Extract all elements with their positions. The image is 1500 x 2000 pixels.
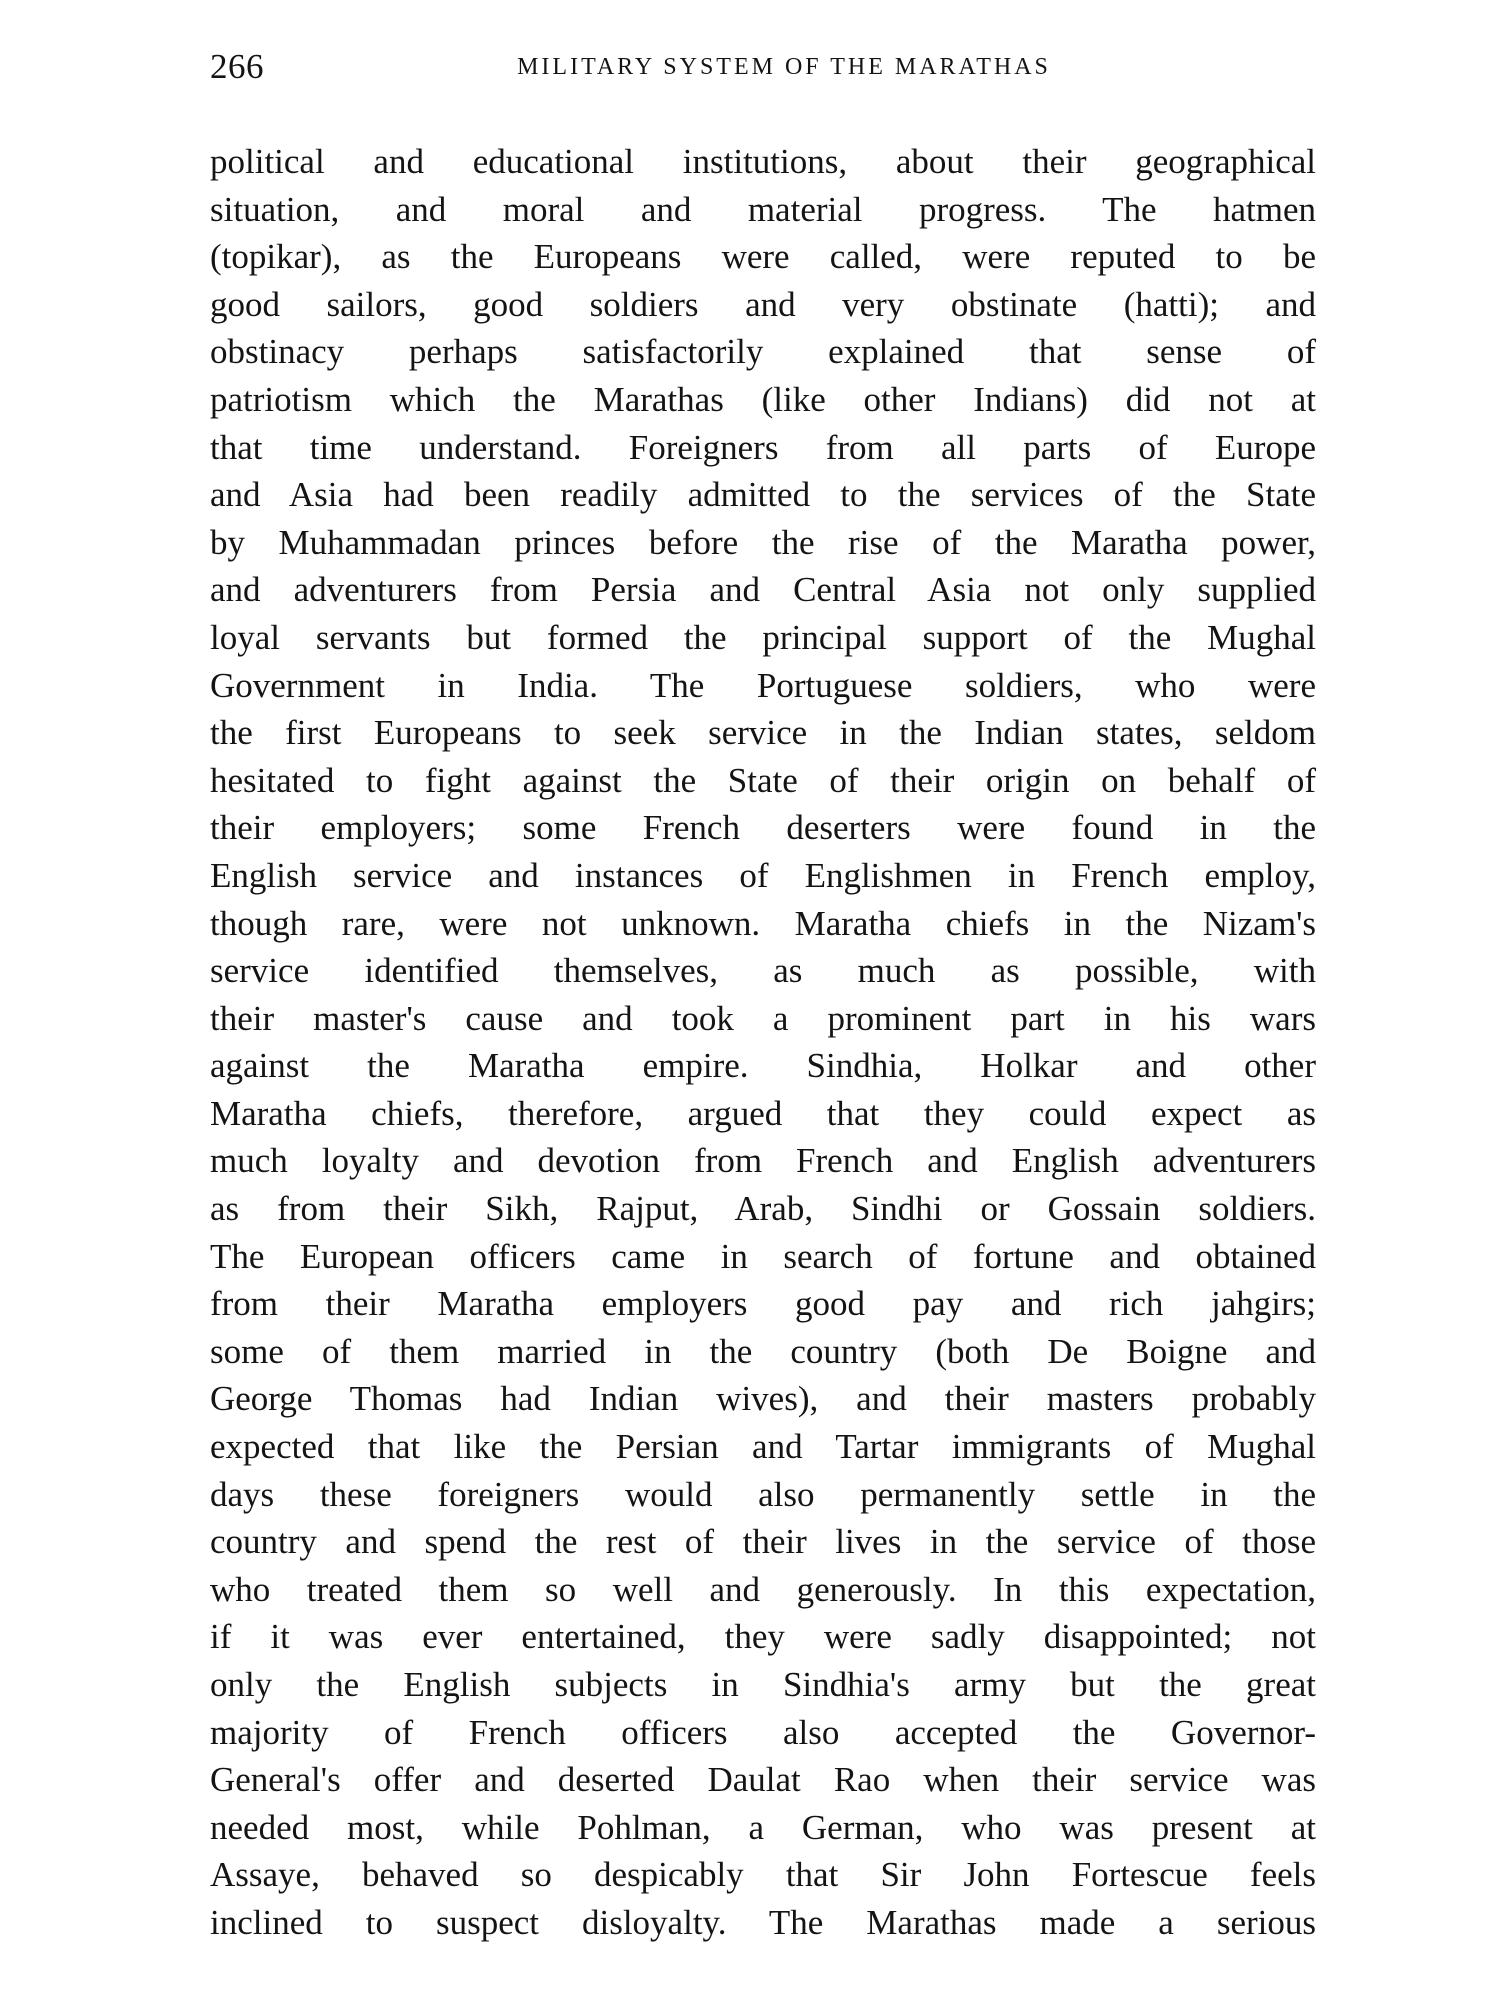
page-header [210, 44, 1316, 90]
text-line: obstinacy perhaps satisfactorily explained that sense of [210, 332, 1316, 372]
text-line: against the Maratha empire. Sindhia, Holkar and other [210, 1046, 1316, 1086]
text-line: Government in India. The Portuguese soldiers, who were [210, 665, 1316, 705]
text-line: needed most, while Pohlman, a German, who was present at [210, 1807, 1316, 1847]
text-line: and adventurers from Persia and Central Asia not only supplied [210, 570, 1316, 610]
text-line: (topikar), as the Europeans were called, were reputed to be [210, 237, 1316, 277]
body-text [210, 138, 1316, 1947]
running-title: MILITARY SYSTEM OF THE MARATHAS [517, 54, 1051, 80]
text-line: as from their Sikh, Rajput, Arab, Sindhi or Gossain soldiers. [210, 1189, 1316, 1229]
text-line: General's offer and deserted Daulat Rao when their service was [210, 1760, 1316, 1800]
text-line: if it was ever entertained, they were sadly disappointed; not [210, 1617, 1316, 1657]
text-line: English service and instances of Englishmen in French employ, [210, 855, 1316, 895]
text-line: good sailors, good soldiers and very obstinate (hatti); and [210, 284, 1316, 324]
page-number: 266 [210, 47, 264, 86]
text-line: The European officers came in search of fortune and obtained [210, 1236, 1316, 1276]
text-line: much loyalty and devotion from French and English adventurers [210, 1141, 1316, 1181]
text-line: that time understand. Foreigners from all parts of Europe [210, 427, 1316, 467]
text-line: and Asia had been readily admitted to the services of the State [210, 475, 1316, 515]
text-line: majority of French officers also accepted the Governor- [210, 1712, 1316, 1752]
text-line: Assaye, behaved so despicably that Sir John Fortescue feels [210, 1855, 1316, 1895]
text-line: hesitated to fight against the State of their origin on behalf of [210, 760, 1316, 800]
text-line: loyal servants but formed the principal support of the Mughal [210, 617, 1316, 657]
text-line: the first Europeans to seek service in the Indian states, seldom [210, 713, 1316, 753]
text-line: though rare, were not unknown. Maratha chiefs in the Nizam's [210, 903, 1316, 943]
text-line: expected that like the Persian and Tartar immigrants of Mughal [210, 1427, 1316, 1467]
text-line: their master's cause and took a prominent part in his wars [210, 998, 1316, 1038]
text-line: inclined to suspect disloyalty. The Marathas made a serious [210, 1902, 1316, 1942]
text-line: from their Maratha employers good pay and rich jahgirs; [210, 1284, 1316, 1324]
text-line: days these foreigners would also permanently settle in the [210, 1474, 1316, 1514]
text-line: service identified themselves, as much as possible, with [210, 951, 1316, 991]
text-line: George Thomas had Indian wives), and their masters probably [210, 1379, 1316, 1419]
text-line: only the English subjects in Sindhia's army but the great [210, 1665, 1316, 1704]
text-line: situation, and moral and material progress. The hatmen [210, 189, 1316, 229]
text-line: by Muhammadan princes before the rise of the Maratha power, [210, 522, 1316, 562]
text-line: country and spend the rest of their lives in the service of those [210, 1522, 1316, 1562]
text-line: some of them married in the country (both De Boigne and [210, 1331, 1316, 1371]
text-line: patriotism which the Marathas (like other Indians) did not at [210, 379, 1316, 419]
text-line: Maratha chiefs, therefore, argued that they could expect as [210, 1093, 1316, 1133]
text-line: who treated them so well and generously. In this expectation, [210, 1569, 1316, 1609]
text-line: political and educational institutions, about their geographical [210, 142, 1316, 181]
text-line: their employers; some French deserters were found in the [210, 808, 1316, 848]
